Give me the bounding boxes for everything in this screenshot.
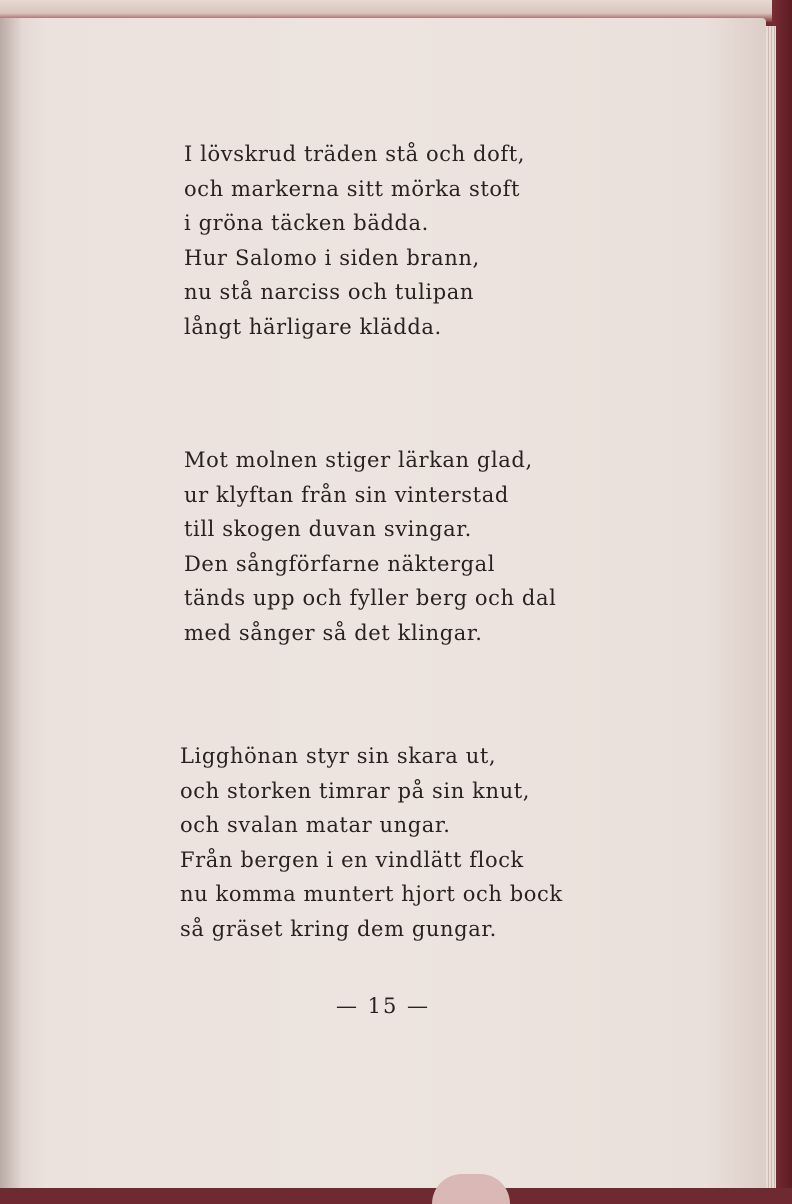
- verse-line: med sånger så det klingar.: [184, 620, 483, 645]
- verse-line: och storken timrar på sin knut,: [180, 778, 531, 803]
- verse-line: nu komma muntert hjort och bock: [180, 882, 563, 906]
- verse-line: Ligghönan styr sin skara ut,: [180, 744, 497, 768]
- page-number: — 15 —: [335, 994, 431, 1018]
- stanza-3: [180, 739, 563, 946]
- verse-line: till skogen duvan svingar.: [184, 517, 472, 541]
- verse-line: nu stå narciss och tulipan: [184, 280, 475, 304]
- verse-line: I lövskrud träden stå och doft,: [184, 142, 526, 166]
- verse-line: och svalan matar ungar.: [180, 813, 451, 837]
- verse-line: ur klyftan från sin vinterstad: [184, 482, 509, 507]
- verse-line: Mot molnen stiger lärkan glad,: [184, 448, 533, 472]
- verse-line: och markerna sitt mörka stoft: [184, 176, 521, 201]
- verse-line: långt härligare klädda.: [184, 314, 442, 339]
- verse-line: i gröna täcken bädda.: [184, 211, 429, 235]
- verse-line: Hur Salomo i siden brann,: [184, 245, 480, 270]
- stanza-2: [184, 443, 556, 650]
- verse-line: Den sångförfarne näktergal: [184, 551, 496, 576]
- stanza-1: [184, 137, 525, 344]
- verse-line: så gräset kring dem gungar.: [180, 916, 497, 941]
- verse-line: Från bergen i en vindlätt flock: [180, 847, 524, 872]
- verse-line: tänds upp och fyller berg och dal: [184, 586, 557, 610]
